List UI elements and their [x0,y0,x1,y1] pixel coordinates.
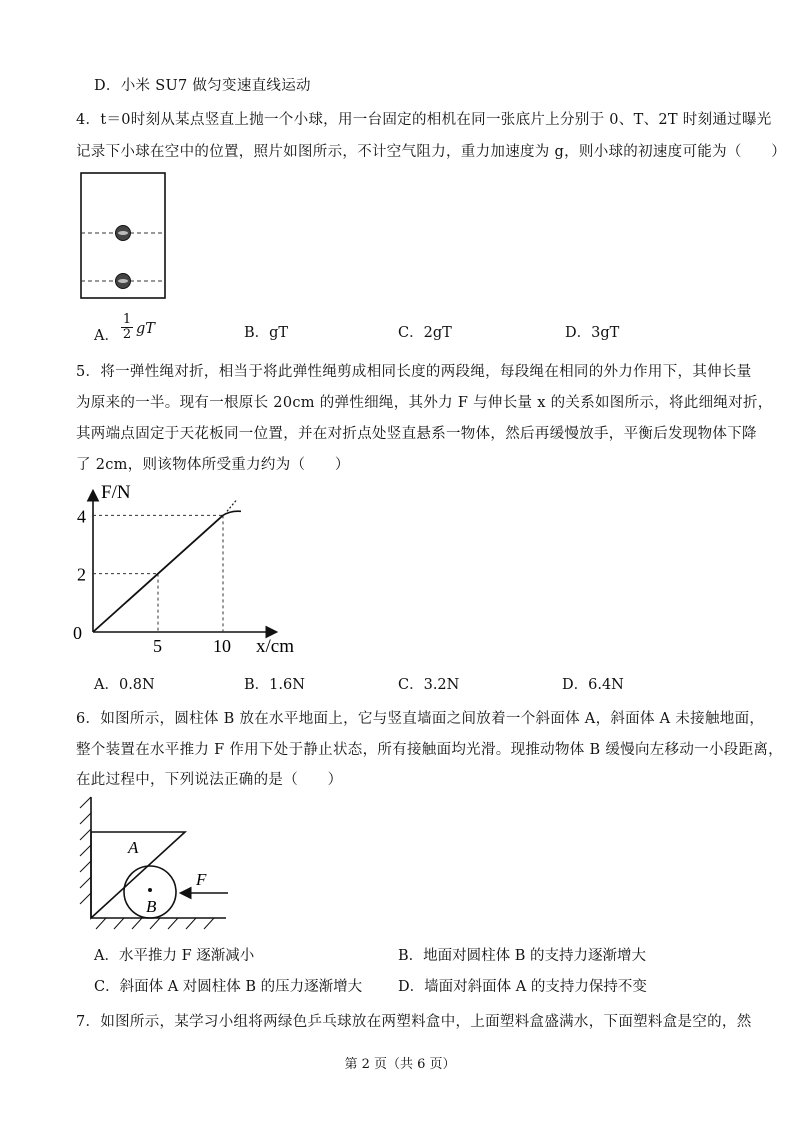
q4-option-c[interactable]: C．2gT [398,325,452,341]
x-tick-label-0: 0 [73,623,82,643]
fraction-denominator: 2 [122,327,132,342]
y-tick-label-2: 2 [77,564,86,585]
x-tick-label-10: 10 [213,636,231,656]
q4-text-line1: 4．t＝0时刻从某点竖直上抛一个小球，用一台固定的相机在同一张底片上分别于 0、T、2T 时刻通过曝光 [76,112,772,128]
q6-option-d[interactable]: D．墙面对斜面体 A 的支持力保持不变 [398,979,647,995]
q4-option-b[interactable]: B．gT [244,325,289,341]
q5-text-line1: 5．将一弹性绳对折，相当于将此弹性绳剪成相同长度的两段绳，每段绳在相同的外力作用下，其伸长量 [76,364,752,380]
q7-text-line1: 7．如图所示，某学习小组将两绿色乒乓球放在两塑料盒中，上面塑料盒盛满水，下面塑料盒是空的，然 [76,1014,752,1030]
ground-hatching [96,918,214,929]
label-b: B [146,897,157,916]
label-f: F [196,870,207,889]
q6-option-a[interactable]: A．水平推力 F 逐渐减小 [94,948,255,964]
q5-text-line4: 了 2cm，则该物体所受重力约为（ ） [76,457,350,473]
q6-option-c[interactable]: C．斜面体 A 对圆柱体 B 的压力逐渐增大 [94,979,363,995]
q5-option-c[interactable]: C．3.2N [398,677,460,693]
q4-text-line2: 记录下小球在空中的位置，照片如图所示，不计空气阻力，重力加速度为 g，则小球的初速度可能为（ ） [76,144,787,160]
q4-option-a-suffix: gT [136,321,155,337]
y-tick-label-4: 4 [77,506,86,527]
q6-text-line2: 整个装置在水平推力 F 作用下处于静止状态，所有接触面均光滑。现推动物体 B 缓慢向左移动一小段距离， [76,742,783,758]
q3-option-d: D．小米 SU7 做匀变速直线运动 [94,78,311,94]
q6-text-line1: 6．如图所示，圆柱体 B 放在水平地面上，它与竖直墙面之间放着一个斜面体 A，斜面体 A 未接触地面， [76,711,765,727]
cylinder-center-dot [148,888,152,892]
chart-ylabel: F/N [101,482,131,503]
q6-option-b[interactable]: B．地面对圆柱体 B 的支持力逐渐增大 [398,948,647,964]
q5-text-line2: 为原来的一半。现有一根原长 20cm 的弹性细绳，其外力 F 与伸长量 x 的关系如图所示，将此细绳对折， [76,395,773,411]
q4-option-d[interactable]: D．3gT [565,325,620,341]
q4-option-a-label: A． [94,328,119,344]
wall-hatching [80,797,91,904]
q6-text-line3: 在此过程中，下列说法正确的是（ ） [76,772,343,788]
q5-option-d[interactable]: D．6.4N [562,677,624,693]
fraction-numerator: 1 [122,312,132,327]
q5-option-a[interactable]: A．0.8N [94,677,155,693]
x-tick-label-5: 5 [153,636,162,656]
q5-text-line3: 其两端点固定于天花板同一位置，并在对折点处竖直悬系一物体，然后再缓慢放手，平衡后发现物体下降 [76,426,757,442]
q5-option-b[interactable]: B．1.6N [244,677,305,693]
label-a: A [128,838,139,857]
page-footer: 第 2 页（共 6 页） [344,1057,456,1072]
chart-xlabel: x/cm [256,636,294,657]
